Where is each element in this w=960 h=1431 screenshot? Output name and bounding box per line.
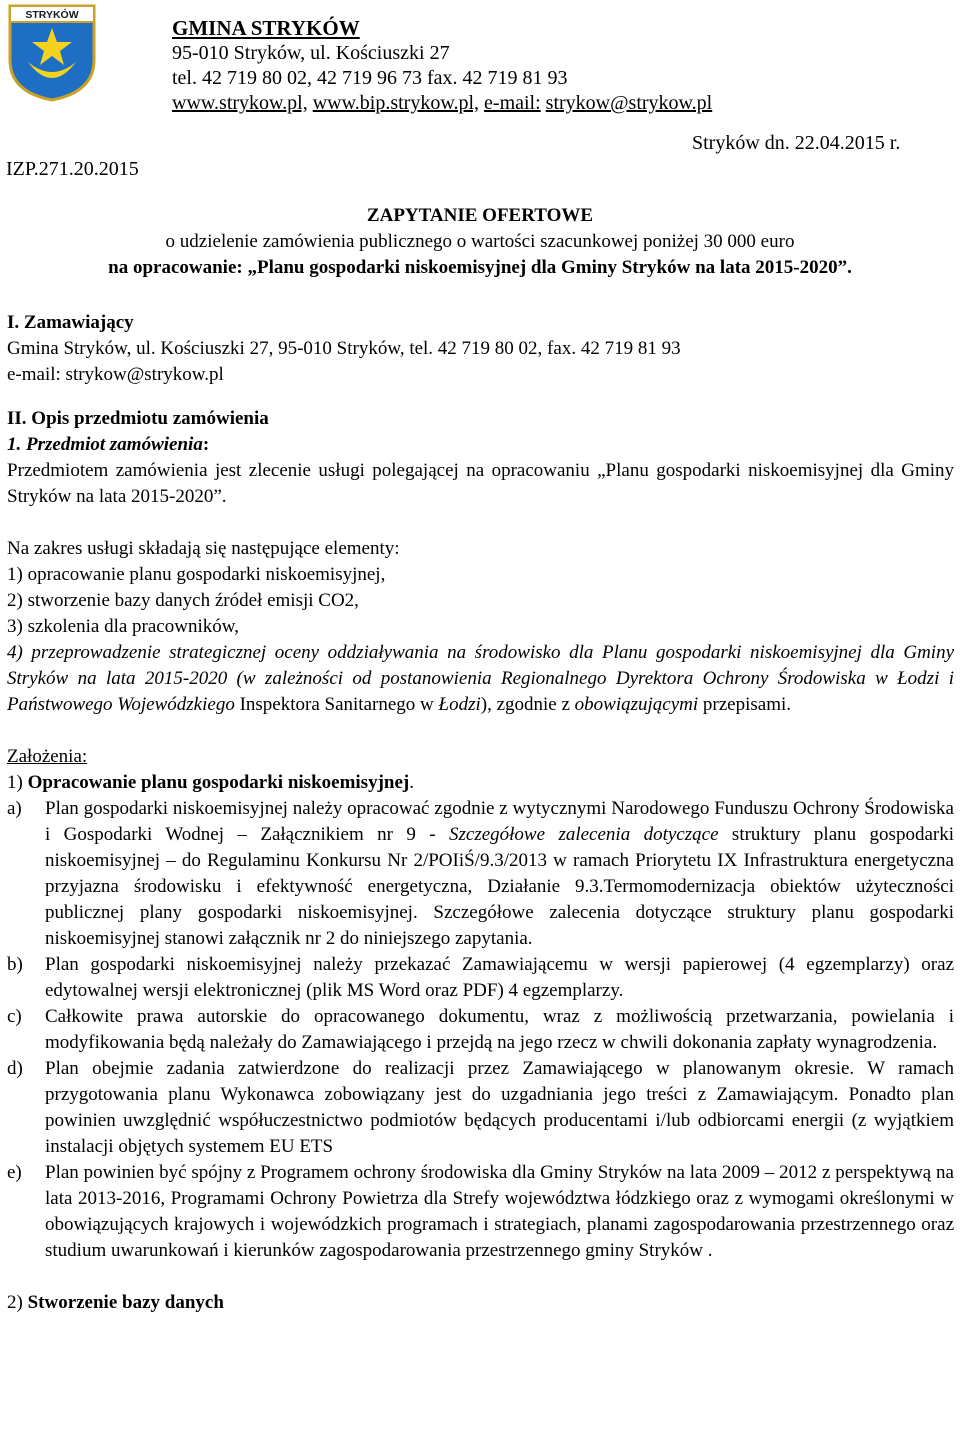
scope-4-part-5: obowiązującymi [574, 694, 699, 715]
list-item [7, 1056, 954, 1160]
list-text: Plan gospodarki niskoemisyjnej należy przekazać Zamawiającemu w wersji papierowej (4 egzemplarzy) oraz edytowalnej wersji elektronicznej (plik MS Word oraz PDF) 4 egzemplarzy. [45, 954, 954, 1001]
org-address: 95-010 Stryków, ul. Kościuszki 27 [172, 42, 450, 64]
list-marker: d) [7, 1058, 23, 1079]
org-name: GMINA STRYKÓW [172, 16, 360, 40]
section-1-email: e-mail: strykow@strykow.pl [7, 364, 224, 385]
scope-item-3: 3) szkolenia dla pracowników, [7, 616, 239, 637]
subject-heading [7, 432, 954, 458]
list-text: Całkowite prawa autorskie do opracowanego dokumentu, wraz z możliwością przetwarzania, powielania i modyfikowania będą należały do Zamawiającego i przejdą na jego rzecz w chwili dokonania zapłaty wynagrodzenia. [45, 1006, 954, 1053]
scope-4-part-2: Inspektora Sanitarnego w [234, 694, 439, 715]
document-title [0, 203, 960, 281]
list-item [7, 796, 954, 952]
scope-4-part-4: ), zgodnie z [480, 694, 575, 715]
email-link[interactable]: strykow@strykow.pl [545, 92, 713, 114]
scope-4-part-3: Łodzi [438, 694, 481, 715]
section-1-heading: I. Zamawiający [7, 312, 134, 333]
reference-number: IZP.271.20.2015 [6, 158, 139, 180]
assumption-1-heading [7, 770, 954, 796]
assumption-1-title: Opracowanie planu gospodarki niskoemisyjnej [27, 772, 410, 793]
list-text-italic: Szczegółowe zalecenia dotyczące [449, 824, 719, 845]
org-phone: tel. 42 719 80 02, 42 719 96 73 fax. 42 719 81 93 [172, 67, 568, 89]
title-subject: na opracowanie: „Planu gospodarki niskoemisyjnej dla Gminy Stryków na lata 2015-2020”. [108, 257, 852, 278]
assumption-2-heading [7, 1290, 954, 1316]
requirements-list [7, 796, 954, 1264]
org-web [172, 91, 832, 116]
place-date: Stryków dn. 22.04.2015 r. [692, 132, 901, 154]
list-text: Plan obejmie zadania zatwierdzone do realizacji przez Zamawiającego w planowanym okresie. W ramach przygotowania planu Wykonawca zobowiązany jest do uzgadniania jego treści z Zamawiającym. Ponadto plan powinien uwzględnić współuczestnictwo podmiotów będących producentami i/lub odbiorcami energii (z wyjątkiem instalacji objętych systemem EU ETS [45, 1058, 954, 1157]
scope-item-4 [7, 640, 954, 718]
list-item [7, 952, 954, 1004]
assumption-1-num: 1) [7, 772, 28, 793]
assumption-2-num: 2) [7, 1292, 28, 1313]
list-text: Plan gospodarki niskoemisyjnej należy opracować zgodnie z wytycznymi Narodowego Funduszu Ochrony Środowiska i Gospodarki Wodnej – Załącznikiem nr 9 - [45, 798, 954, 845]
document-body [7, 310, 954, 1316]
website-link[interactable]: www.strykow.pl, [172, 92, 308, 114]
scope-item-1: 1) opracowanie planu gospodarki niskoemisyjnej, [7, 564, 386, 585]
title-subtitle: o udzielenie zamówienia publicznego o wartości szacunkowej poniżej 30 000 euro [165, 231, 795, 252]
crest-label: STRYKÓW [25, 9, 79, 21]
list-text-cont: struktury planu gospodarki niskoemisyjnej – do Regulaminu Konkursu Nr 2/POIiŚ/9.3/2013 w ramach Priorytetu IX Infrastruktura energetyczna przyjazna środowisku i efektywność energetyczna, Działanie 9.3.Termomodernizacja obiektów użyteczności publicznej plany gospodarki niskoemisyjnej. Szczegółowe zalecenia dotyczące struktury planu gospodarki niskoemisyjnej stanowi załącznik nr 2 do niniejszego zapytania. [45, 824, 954, 949]
subject-text: Przedmiotem zamówienia jest zlecenie usługi polegającej na opracowaniu „Planu gospodarki niskoemisyjnej dla Gminy Stryków na lata 2015-2020”. [7, 460, 954, 507]
scope-4-part-6: przepisami. [698, 694, 792, 715]
assumptions-label: Założenia: [7, 746, 88, 767]
title-main: ZAPYTANIE OFERTOWE [366, 205, 594, 226]
bip-link[interactable]: www.bip.strykow.pl, [312, 92, 480, 114]
scope-item-2: 2) stworzenie bazy danych źródeł emisji CO2, [7, 590, 359, 611]
crest-emblem-icon [6, 2, 98, 102]
list-marker: a) [7, 798, 22, 819]
subject-label: Przedmiot zamówienia [26, 434, 203, 455]
list-text: Plan powinien być spójny z Programem ochrony środowiska dla Gminy Stryków na lata 2009 – 2012 z perspektywą na lata 2013-2016, Programami Ochrony Powietrza dla Strefy województwa łódzkiego oraz z wymogami określonymi w obowiązujących krajowych i wojewódzkich programach i strategiach, planami zagospodarowania przestrzennego oraz studium uwarunkowań i kierunków zagospodarowania przestrzennego gminy Stryków . [45, 1162, 954, 1261]
list-marker: e) [7, 1162, 22, 1183]
section-1-address: Gmina Stryków, ul. Kościuszki 27, 95-010 Stryków, tel. 42 719 80 02, fax. 42 719 81 93 [7, 338, 681, 359]
scope-4-part-1: 4) przeprowadzenie strategicznej oceny oddziaływania na środowisko dla Planu gospodarki niskoemisyjnej dla Gminy Stryków na lata 2015-2020 (w zależności od postanowienia Regionalnego Dyrektora Ochrony Środowiska w Łodzi i Państwowego Wojewódzkiego [7, 642, 954, 715]
list-item [7, 1160, 954, 1264]
subject-colon: : [202, 434, 210, 455]
letterhead [172, 16, 832, 116]
scope-intro: Na zakres usługi składają się następujące elementy: [7, 538, 400, 559]
subject-num: 1. [7, 434, 22, 455]
list-item [7, 1004, 954, 1056]
email-label: e-mail: [484, 92, 541, 114]
municipality-crest [6, 2, 98, 102]
assumption-1-dot: . [409, 772, 414, 793]
section-2-heading: II. Opis przedmiotu zamówienia [7, 408, 269, 429]
list-marker: c) [7, 1006, 22, 1027]
assumption-2-title: Stworzenie bazy danych [27, 1292, 224, 1313]
list-marker: b) [7, 954, 23, 975]
